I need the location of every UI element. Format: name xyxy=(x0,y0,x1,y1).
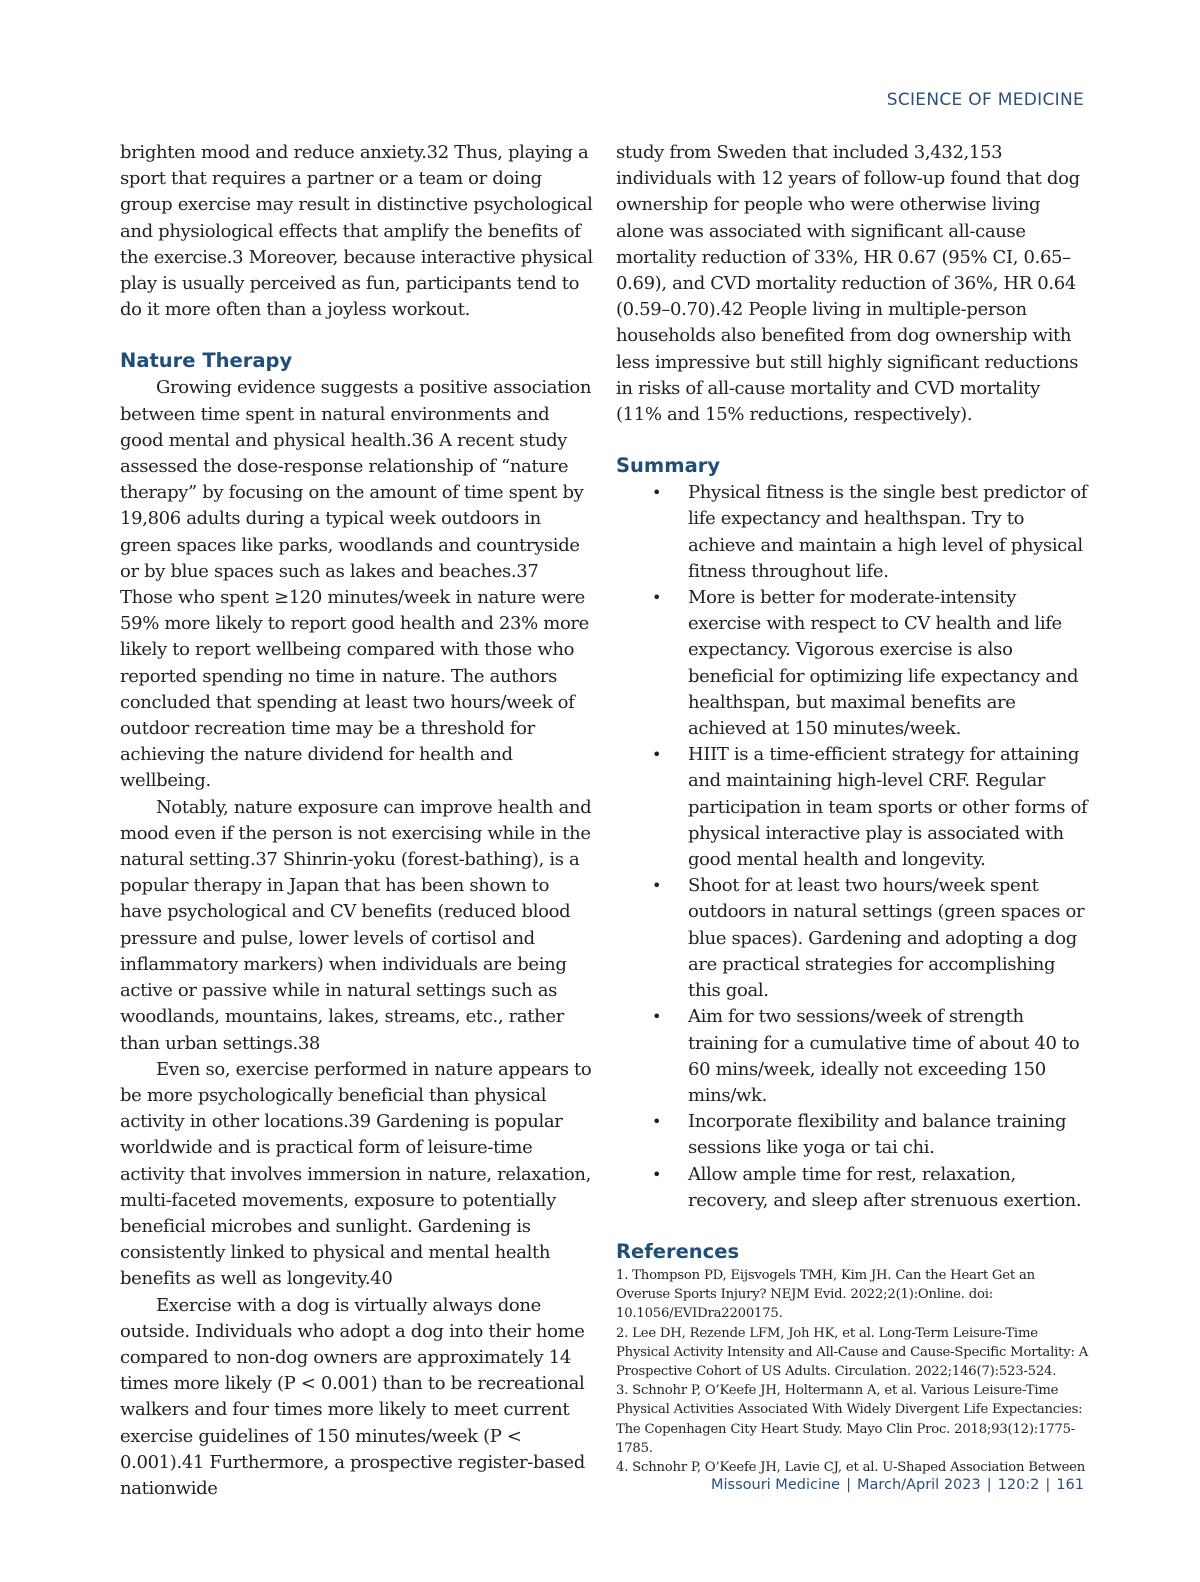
bullet-icon: • xyxy=(652,1007,662,1027)
bullet-icon: • xyxy=(652,483,662,503)
reference-item: 4. Schnohr P, O’Keefe JH, Lavie CJ, et al. U-Shaped Association Between xyxy=(616,1459,1086,1475)
heading-summary: Summary xyxy=(616,454,721,478)
summary-list xyxy=(616,480,1088,1214)
section-header: SCIENCE OF MEDICINE xyxy=(886,90,1084,110)
paragraph-dog: Exercise with a dog is virtually always done outside. Individuals who adopt a dog into their home compared to non-dog owners are approximately 14 times more likely (P < 0.001) than to be recreational walkers and four times more likely to meet current exercise guidelines of 150 minutes/week (P < 0.001).41 Furthermore, a prospective register-based nationwide xyxy=(120,1294,585,1499)
bullet-icon: • xyxy=(652,588,662,608)
volume-number: 120:2 xyxy=(997,1477,1040,1493)
paragraph-sweden-study: study from Sweden that included 3,432,153 individuals with 12 years of follow-up found that dog ownership for people who were otherwise living alone was associated with significant all-cause mortality reduction of 33%, HR 0.67 (95% CI, 0.65–0.69), and CVD mortality reduction of 36%, HR 0.64 (0.59–0.70).42 People living in multiple-person households also benefited from dog ownership with less impressive but still highly significant reductions in risks of all-cause mortality and CVD mortality (11% and 15% reductions, respectively). xyxy=(616,142,1080,426)
reference-item: 3. Schnohr P, O’Keefe JH, Holtermann A, et al. Various Leisure-Time Physical Activities Associated With Widely Divergent Life Expectancies: The Copenhagen City Heart Study. Mayo Clin Proc. 2018;93(12):1775-1785. xyxy=(616,1383,1083,1456)
paragraph-nature-2: Notably, nature exposure can improve health and mood even if the person is not exercising while in the natural setting.37 Shinrin-yoku (forest-bathing), is a popular therapy in Japan that has been shown to have psychological and CV benefits (reduced blood pressure and pulse, lower levels of cortisol and inflammatory markers) when individuals are being active or passive while in natural settings such as woodlands, mountains, lakes, streams, etc., rather than urban settings.38 xyxy=(120,796,592,1054)
right-column xyxy=(616,140,1088,1477)
page-footer xyxy=(711,1477,1084,1493)
left-column xyxy=(120,140,596,1502)
list-item: • Aim for two sessions/week of strength training for a cumulative time of about 40 to 60 mins/week, ideally not exceeding 150 mins/wk. xyxy=(652,1006,1080,1106)
list-item: • Incorporate flexibility and balance training sessions like yoga or tai chi. xyxy=(652,1111,1067,1159)
reference-item: 1. Thompson PD, Eijsvogels TMH, Kim JH. Can the Heart Get an Overuse Sports Injury? NEJM Evid. 2022;2(1):Online. doi: 10.1056/EVIDra2200175. xyxy=(616,1267,1035,1322)
issue-date: March/April 2023 xyxy=(856,1477,981,1493)
list-item: • Allow ample time for rest, relaxation, recovery, and sleep after strenuous exertion. xyxy=(652,1163,1082,1211)
list-item: • HIIT is a time-efficient strategy for attaining and maintaining high-level CRF. Regular participation in team sports or other forms of physical interactive play is associated with good mental health and longevity. xyxy=(652,744,1088,871)
list-item: • Shoot for at least two hours/week spent outdoors in natural settings (green spaces or blue spaces). Gardening and adopting a dog are practical strategies for accomplishing this goal. xyxy=(652,875,1085,1002)
bullet-icon: • xyxy=(652,1112,662,1132)
list-item: • Physical fitness is the single best predictor of life expectancy and healthspan. Try to achieve and maintain a high level of physical fitness throughout life. xyxy=(652,482,1088,582)
bullet-icon: • xyxy=(652,1164,662,1184)
paragraph-intro: brighten mood and reduce anxiety.32 Thus, playing a sport that requires a partner or a team or doing group exercise may result in distinctive psychological and physiological effects that amplify the benefits of the exercise.3 Moreover, because interactive physical play is usually perceived as fun, participants tend to do it more often than a joyless workout. xyxy=(120,142,593,321)
separator: | xyxy=(986,1477,992,1493)
paragraph-nature-3: Even so, exercise performed in nature appears to be more psychologically beneficial than physical activity in other locations.39 Gardening is popular worldwide and is practical form of leisure-time activity that involves immersion in nature, relaxation, multi-faceted movements, exposure to potentially beneficial microbes and sunlight. Gardening is consistently linked to physical and mental health benefits as well as longevity.40 xyxy=(120,1058,592,1290)
page-number: 161 xyxy=(1056,1477,1084,1493)
bullet-icon: • xyxy=(652,745,662,765)
separator: | xyxy=(846,1477,851,1493)
journal-name: Missouri Medicine xyxy=(711,1477,841,1493)
heading-nature-therapy: Nature Therapy xyxy=(120,349,293,373)
heading-references: References xyxy=(616,1239,740,1263)
reference-item: 2. Lee DH, Rezende LFM, Joh HK, et al. Long-Term Leisure-Time Physical Activity Intensity and All-Cause and Cause-Specific Mortality: A Prospective Cohort of US Adults. Circulation. 2022;146(7):523-524. xyxy=(616,1325,1089,1379)
paragraph-nature-1: Growing evidence suggests a positive association between time spent in natural environments and good mental and physical health.36 A recent study assessed the dose-response relationship of “nature therapy” by focusing on the amount of time spent by 19,806 adults during a typical week outdoors in green spaces like parks, woodlands and countryside or by blue spaces such as lakes and beaches.37 Those who spent ≥120 minutes/week in nature were 59% more likely to report good health and 23% more likely to report wellbeing compared with those who reported spending no time in nature. The authors concluded that spending at least two hours/week of outdoor recreation time may be a threshold for achieving the nature dividend for health and wellbeing. xyxy=(120,377,592,792)
list-item: • More is better for moderate-intensity exercise with respect to CV health and life expectancy. Vigorous exercise is also beneficial for optimizing life expectancy and healthspan, but maximal benefits are achieved at 150 minutes/week. xyxy=(652,587,1079,740)
separator: | xyxy=(1045,1477,1051,1493)
reference-list xyxy=(616,1266,1088,1477)
bullet-icon: • xyxy=(652,876,662,896)
